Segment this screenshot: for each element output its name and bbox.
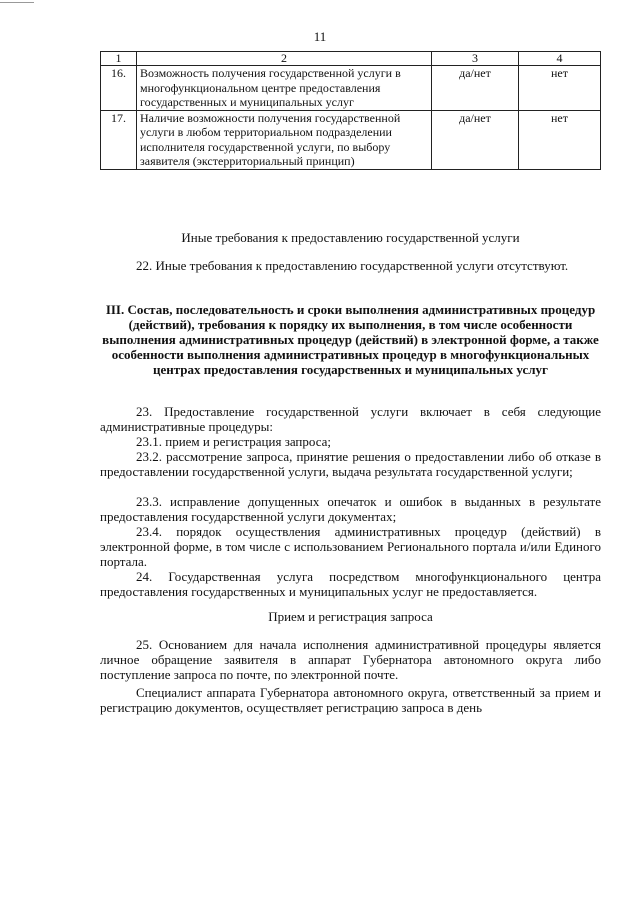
row-result: нет: [519, 66, 601, 111]
paragraph-23: 23. Предоставление государственной услуги включает в себя следующие административные процедуры:: [100, 404, 601, 434]
paragraph-25: 25. Основанием для начала исполнения административной процедуры является личное обращение заявителя в аппарат Губернатора автономного округа либо поступление запроса по почте, по электронной почте.: [100, 637, 601, 682]
paragraph-22: 22. Иные требования к предоставлению государственной услуги отсутствуют.: [136, 258, 569, 273]
row-text: Наличие возможности получения государственной услуги в любом территориальном подразделении исполнителя государственной услуги, по выбору заявителя (экстерриториальный принцип): [137, 110, 432, 169]
row-number: 17.: [101, 110, 137, 169]
row-number: 16.: [101, 66, 137, 111]
subheading-other-requirements: Иные требования к предоставлению государственной услуги: [181, 230, 520, 245]
column-header: 3: [432, 52, 519, 66]
scan-corner-mark: [0, 2, 34, 3]
row-text: Возможность получения государственной услуги в многофункциональном центре предоставления государственных и муниципальных услуг: [137, 66, 432, 111]
subheading-reception: Прием и регистрация запроса: [268, 609, 433, 624]
paragraph-25-continued: Специалист аппарата Губернатора автономного округа, ответственный за прием и регистрацию документов, осуществляет регистрацию запроса в день: [100, 685, 601, 715]
row-result: нет: [519, 110, 601, 169]
column-header: 2: [137, 52, 432, 66]
table-row: [101, 110, 601, 169]
column-header: 1: [101, 52, 137, 66]
table-row: [101, 66, 601, 111]
page-number: 11: [313, 29, 327, 44]
row-value: да/нет: [432, 110, 519, 169]
paragraph-23-3: 23.3. исправление допущенных опечаток и ошибок в выданных в результате предоставления государственной услуги документах;: [100, 494, 601, 524]
paragraph-24: 24. Государственная услуга посредством многофункционального центра предоставления государственных и муниципальных услуг не предоставляется.: [100, 569, 601, 599]
paragraph-23-4: 23.4. порядок осуществления административных процедур (действий) в электронной форме, в том числе с использованием Регионального портала и/или Единого портала.: [100, 524, 601, 569]
column-header: 4: [519, 52, 601, 66]
paragraph-23-1: 23.1. прием и регистрация запроса;: [136, 434, 332, 449]
requirements-table: [100, 51, 601, 170]
row-value: да/нет: [432, 66, 519, 111]
table-header-row: [101, 52, 601, 66]
paragraph-23-2: 23.2. рассмотрение запроса, принятие решения о предоставлении либо об отказе в предоставлении государственной услуги, выдача результата государственной услуги;: [100, 449, 601, 479]
section-3-title: III. Состав, последовательность и сроки выполнения административных процедур (действий), требования к порядку их выполнения, в том числе особенности выполнения административных процедур (действий) в электронной форме, а также особенности выполнения административных процедур в многофункциональных центрах предоставления государственных и муниципальных услуг: [102, 302, 599, 377]
